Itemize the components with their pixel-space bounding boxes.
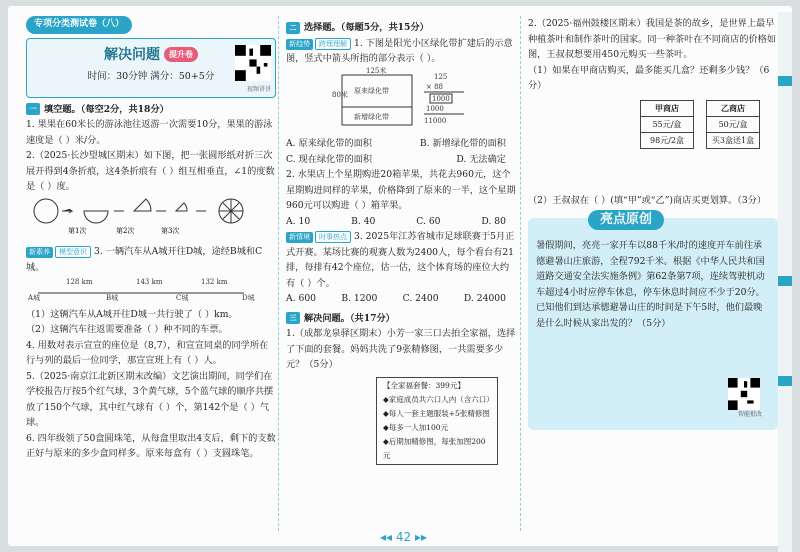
options-2-2: [286, 214, 516, 230]
edge-tab: [778, 276, 792, 286]
svg-text:80米: 80米: [332, 90, 348, 99]
question-2-1: 新趋势 跨理理解 1. 下图是阳光小区绿化带扩建后的示意图，竖式中箭头所指的部分表示（ ）。: [286, 37, 513, 64]
question-1-5: 5.（2025·南京江北新区期末改编）文艺演出期间，同学们在学校报告厅按5个红气球，3个黄气球，5个蓝气球的顺序共摆放了150个气球，其中红气球有（ ）个，第142个是（ ）气球。: [26, 370, 274, 428]
edge-tab: [778, 376, 792, 386]
title-banner: [26, 38, 276, 98]
question-3-2-2: （2）王叔叔在（ ）(填“甲”或“乙”)商店买更划算。（3分）: [528, 194, 767, 206]
svg-text:B城: B城: [106, 294, 119, 301]
option-c[interactable]: C. 2400: [402, 293, 439, 304]
option-c[interactable]: C. 现在绿化带的面积: [286, 153, 373, 165]
package-line: ◆后期加精修图，每张加图200元: [383, 436, 486, 460]
option-b[interactable]: B. 1200: [341, 293, 378, 304]
options-2-1b: [286, 152, 516, 168]
price-tables: [640, 100, 778, 149]
section-title: 选择题。（每题5分，共15分）: [304, 22, 429, 33]
column-divider: [278, 16, 279, 531]
shop-b-table: 乙商店 50元/盒 买3盒送1盒: [706, 100, 760, 149]
column-middle: [286, 16, 516, 465]
badge-new: 新素养: [26, 247, 53, 258]
package-box: [376, 377, 498, 465]
section-icon: 三: [286, 312, 300, 324]
options-2-3: [286, 291, 516, 307]
page-number: ◂◂ 42 ▸▸: [380, 530, 428, 544]
options-2-1a: [286, 136, 516, 152]
option-a[interactable]: A. 600: [286, 293, 317, 304]
question-1-3-2: （2）这辆汽车往返需要准备（ ）种不同的车票。: [26, 324, 228, 335]
badge-skill: 时事热点: [315, 231, 351, 243]
svg-text:C城: C城: [176, 294, 189, 301]
question-2-2: 2. 水果店上个星期购进20箱苹果，共花去960元，这个星期购进同样的苹果，价格降到了原来的一半，这个星期960元可以购进（ ）箱苹果。: [286, 169, 516, 211]
svg-text:128 km: 128 km: [66, 278, 93, 286]
question-3-2: 2.（2025·福州鼓楼区期末）我国是茶的故乡，是世界上最早种植茶叶和制作茶叶的国家。同一种茶叶在不同商店的价格如图，王叔叔想要用450元购买一些茶叶。: [528, 18, 777, 60]
question-1-4: 4. 用数对表示宣宣的座位是（8,7），和宣宣同桌的同学所在行与列的最后一位同学，那宣宣班上有（ ）人。: [26, 339, 269, 366]
section-solve: [286, 311, 516, 327]
badge-new: 新趋势: [286, 39, 313, 50]
question-2-3: 新情境 时事热点 3. 2025年江苏省城市足球联赛于5月正式开赛。某场比赛的观赛人数为2400人，每个看台有21排，每排有42个座位，估一估，这个体育场的座位大约有（ ）个。: [286, 231, 515, 289]
question-1-3: 新素养 模型意识 3. 一辆汽车从A城开往D城，途经B城和C城。: [26, 246, 263, 273]
level-badge: 提升卷: [164, 47, 198, 63]
fold-label-3: 第3次: [161, 226, 180, 235]
svg-text:143 km: 143 km: [136, 278, 163, 286]
badge-skill: 跨理理解: [315, 38, 351, 50]
section-choice: [286, 20, 516, 36]
fold-diagram: [26, 195, 266, 239]
svg-text:1000: 1000: [426, 104, 444, 113]
section-icon: 二: [286, 22, 300, 34]
shop-a-table: 甲商店 55元/盒 98元/2盒: [640, 100, 694, 149]
header-tag: 专项分类测试卷（八）: [26, 16, 132, 34]
time-label: 时间：30分钟 满分：50+5分: [87, 70, 215, 82]
option-a[interactable]: A. 10: [286, 215, 311, 227]
section-icon: 一: [26, 103, 40, 115]
qr-label: 视频讲讲: [246, 85, 271, 93]
section-title: 解决问题。（共17分）: [304, 312, 395, 324]
svg-text:原来绿化带: 原来绿化带: [354, 86, 389, 95]
question-1-1: 1. 果果在60米长的游泳池往返游一次需要10分，果果的游泳速度是（ ）米/分。: [26, 119, 273, 146]
package-line: ◆每多一人加100元: [383, 422, 449, 432]
badge-new: 新情境: [286, 232, 313, 243]
svg-text:125米: 125米: [366, 66, 387, 75]
edge-tab: [778, 76, 792, 86]
option-d[interactable]: D. 80: [481, 215, 506, 227]
svg-text:125: 125: [434, 72, 448, 81]
svg-text:1000: 1000: [432, 94, 450, 103]
option-a[interactable]: A. 原来绿化带的面积: [286, 138, 372, 149]
page: [8, 6, 792, 546]
qr-code-icon[interactable]: [235, 45, 271, 81]
option-b[interactable]: B. 40: [351, 215, 376, 227]
svg-text:132 km: 132 km: [201, 278, 228, 286]
svg-text:D城: D城: [242, 294, 255, 301]
qr-label: 智能批改: [737, 410, 762, 418]
route-diagram: [26, 275, 266, 301]
fold-label-2: 第2次: [116, 226, 135, 235]
package-line: ◆家庭成员共六口人内（含六口）: [383, 394, 494, 404]
question-3-2-1: （1）如果在甲商店购买，最多能买几盒？还剩多少钱？（6分）: [528, 64, 770, 91]
svg-text:× 88: × 88: [426, 82, 443, 91]
badge-skill: 模型意识: [55, 246, 91, 258]
green-belt-figure: [286, 67, 516, 131]
package-title: 【全家福套餐：399元】: [383, 380, 465, 390]
option-d[interactable]: D. 无法确定: [456, 153, 506, 165]
column-left: [26, 16, 276, 462]
column-right: [528, 16, 778, 430]
highlight-title: 亮点原创: [588, 210, 664, 230]
banner-title: 解决问题 提升卷: [27, 47, 275, 63]
section-title: 填空题。（每空2分，共18分）: [44, 103, 169, 115]
svg-text:新增绿化带: 新增绿化带: [354, 112, 389, 121]
option-d[interactable]: D. 24000: [463, 293, 506, 304]
highlight-question: 暑假期间，亮亮一家开车以88千米/时的速度开车前往承德避暑山庄旅游，全程792千米。根据《中华人民共和国道路交通安全法实施条例》第62条第7项，连续驾驶机动车超过4小时应停车休息，停车休息时间应不少于20分。已知他们到达承德避暑山庄的时间是下午5时，他们最晚是什么时候从家出发的？（5分）: [536, 240, 765, 329]
package-line: ◆每人一套主题服装+5张精修图: [383, 408, 490, 418]
section-fill-blank: [26, 102, 276, 118]
highlight-box: [528, 212, 778, 430]
question-3-1: 1.（成都龙泉驿区期末）小芳一家三口去拍全家福，选择了下面的套餐。妈妈共洗了9张精修图，一共需要多少元？（5分）: [286, 328, 516, 370]
option-c[interactable]: C. 60: [416, 215, 441, 227]
svg-text:11000: 11000: [424, 116, 447, 125]
qr-code-icon[interactable]: [728, 378, 760, 410]
svg-text:A城: A城: [28, 294, 41, 301]
question-1-3-1: （1）这辆汽车从A城开往D城一共行驶了（ ）km。: [26, 308, 238, 320]
option-b[interactable]: B. 新增绿化带的面积: [419, 138, 506, 149]
fold-label-1: 第1次: [68, 226, 87, 235]
question-1-6: 6. 四年级领了50盒圆珠笔，从每盒里取出4支后，剩下的支数正好与原来的多少盒同样多。原来每盒有（ ）支圆珠笔。: [26, 432, 276, 459]
question-1-2: 2.（2025·长沙望城区期末）如下图，把一张圆形纸对折三次展开得到4条折痕，这4条折痕有（ ）组互相垂直，∠1的度数是（ ）度。: [26, 150, 275, 192]
column-divider: [520, 16, 521, 531]
